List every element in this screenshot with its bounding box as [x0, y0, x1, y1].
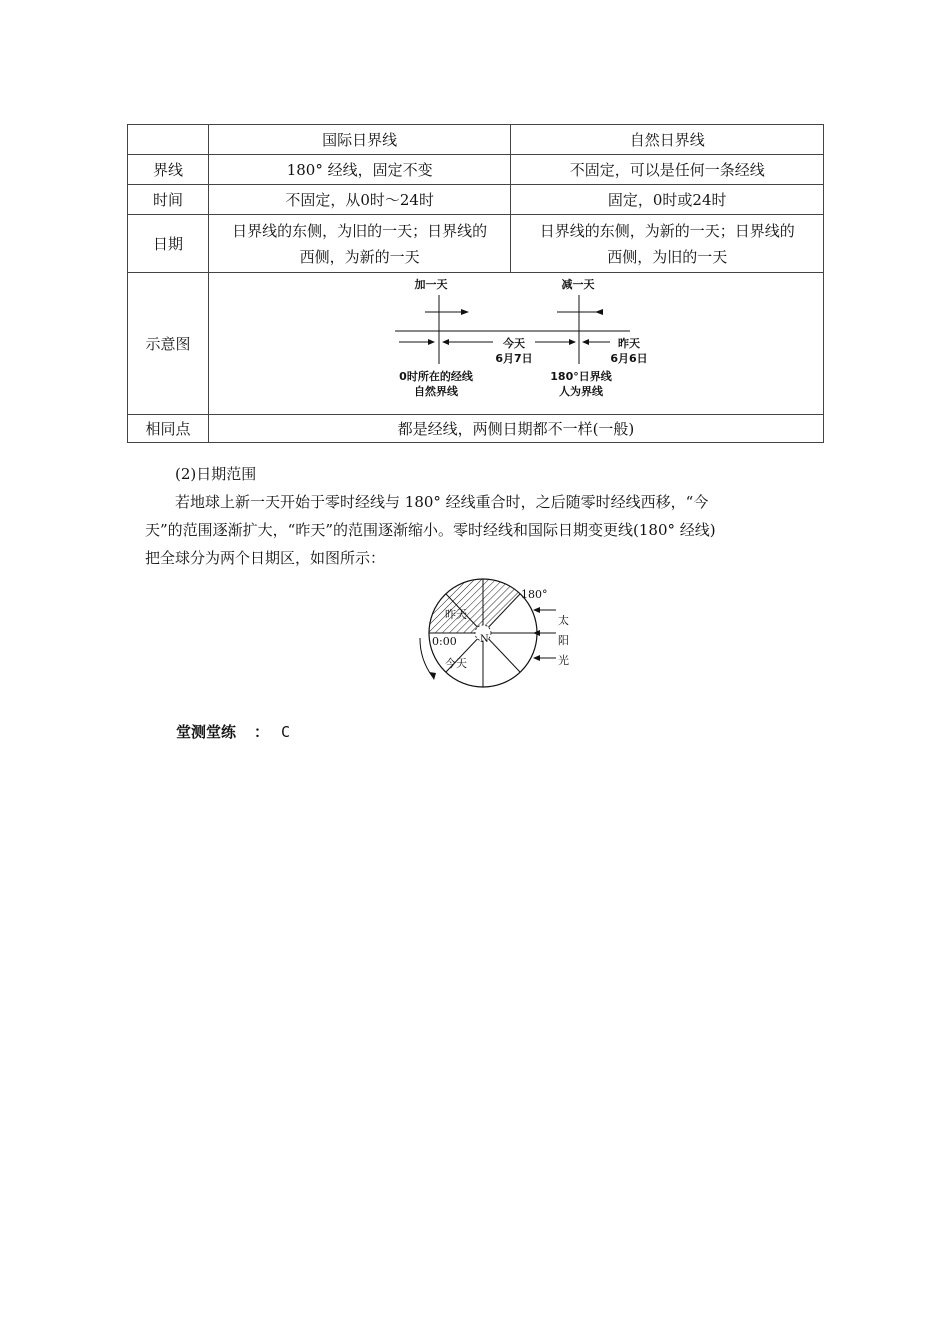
cell-line: 西侧，为新的一天 [299, 247, 420, 266]
sunlight-char: 光 [558, 654, 569, 667]
table-row [128, 415, 824, 443]
sunlight-char: 太 [558, 614, 569, 627]
dateline-diagram [385, 273, 655, 414]
north-label: N [480, 634, 489, 645]
label-180: 180° [521, 588, 548, 601]
comparison-table [127, 124, 824, 443]
cell-merged: 都是经线，两侧日期都不一样(一般) [208, 415, 823, 443]
cell-intl: 不固定，从0时～24时 [208, 185, 511, 215]
sub-day-label: 减一天 [561, 278, 595, 291]
cell-intl [208, 215, 511, 273]
arrow-head [569, 339, 576, 345]
today-date-label: 6月7日 [495, 352, 533, 365]
row-label: 界线 [128, 155, 209, 185]
practice-section [176, 721, 290, 742]
arrow-head [429, 672, 436, 680]
today-zone-label: 今天 [445, 657, 467, 670]
practice-label: 堂测堂练 [176, 723, 237, 741]
arrow-head [595, 309, 603, 315]
cell-natural: 固定，0时或24时 [511, 185, 824, 215]
row-label: 示意图 [128, 273, 209, 415]
row-label: 时间 [128, 185, 209, 215]
midnight-label: 0:00 [432, 635, 457, 648]
arrow-head [442, 339, 449, 345]
paragraph-line: 把全球分为两个日期区，如图所示： [145, 549, 386, 567]
subheading: (2)日期范围 [175, 465, 257, 483]
table-row [128, 155, 824, 185]
arrow-head [533, 655, 540, 661]
arrow-head [533, 607, 540, 613]
intl-line-label-1: 180°日界线 [550, 370, 612, 383]
cell-intl: 180° 经线，固定不变 [208, 155, 511, 185]
practice-separator: ： [254, 723, 270, 741]
arrow-head [582, 339, 589, 345]
table-header-row [128, 125, 824, 155]
yesterday-label: 昨天 [617, 337, 640, 350]
dateline-diagram-cell [208, 273, 823, 415]
yesterday-hatched-zone-2 [483, 579, 520, 633]
table-row [128, 215, 824, 273]
cell-line: 日界线的东侧，为新的一天；日界线的 [539, 221, 795, 240]
row-label: 日期 [128, 215, 209, 273]
table-row [128, 185, 824, 215]
yesterday-zone-label: 昨天 [445, 608, 467, 621]
intl-line-label-2: 人为界线 [558, 385, 603, 398]
header-empty-cell [128, 125, 209, 155]
cell-line: 日界线的东侧，为旧的一天；日界线的 [232, 221, 488, 240]
natural-line-label-2: 自然界线 [413, 385, 458, 398]
add-day-label: 加一天 [414, 278, 448, 291]
arrow-head [461, 309, 469, 315]
arrow-head [428, 339, 435, 345]
header-intl-dateline: 国际日界线 [208, 125, 511, 155]
sunlight-char: 阳 [558, 634, 569, 647]
row-label: 相同点 [128, 415, 209, 443]
today-label: 今天 [502, 337, 525, 350]
yesterday-date-label: 6月6日 [610, 352, 648, 365]
header-natural-dateline: 自然日界线 [511, 125, 824, 155]
date-zone-globe-diagram [412, 578, 582, 694]
cell-natural [511, 215, 824, 273]
paragraph-line: 若地球上新一天开始于零时经线与 180° 经线重合时，之后随零时经线西移，“今 [175, 493, 709, 511]
table-row [128, 273, 824, 415]
paragraph-line: 天”的范围逐渐扩大，“昨天”的范围逐渐缩小。零时经线和国际日期变更线(180° 经线) [145, 521, 716, 539]
cell-natural: 不固定，可以是任何一条经线 [511, 155, 824, 185]
cell-line: 西侧，为旧的一天 [607, 247, 728, 266]
natural-line-label-1: 0时所在的经线 [399, 370, 473, 383]
practice-answer: C [281, 723, 291, 741]
